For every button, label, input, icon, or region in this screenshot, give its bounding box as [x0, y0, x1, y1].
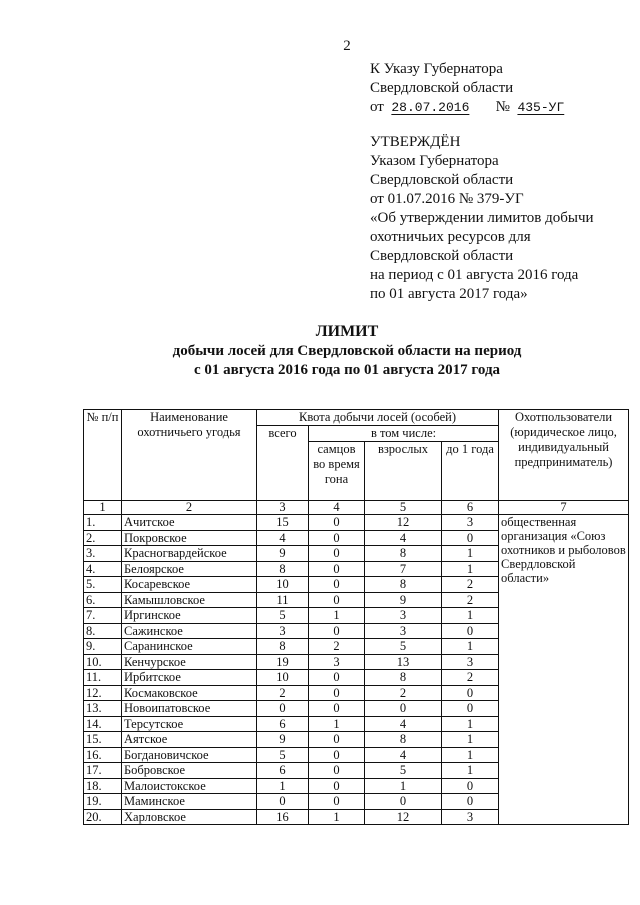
appendix-date-line: [370, 98, 564, 117]
header-name: Наименование охотничьего угодья: [122, 410, 257, 501]
quota-adults: 8: [365, 577, 442, 593]
quota-under1: 1: [442, 561, 499, 577]
quota-males: 0: [309, 546, 365, 562]
quota-under1: 0: [442, 794, 499, 810]
column-number: 2: [122, 501, 257, 515]
quota-total: 19: [257, 654, 309, 670]
approval-line: «Об утверждении лимитов добычи: [370, 210, 594, 226]
quota-total: 6: [257, 716, 309, 732]
row-number: 8.: [84, 623, 122, 639]
row-number: 13.: [84, 701, 122, 717]
hunting-ground-name: Маминское: [122, 794, 257, 810]
header-num: № п/п: [84, 410, 122, 501]
quota-adults: 8: [365, 546, 442, 562]
hunting-ground-name: Аятское: [122, 732, 257, 748]
column-number: 3: [257, 501, 309, 515]
column-number: 7: [499, 501, 629, 515]
quota-total: 5: [257, 747, 309, 763]
quota-under1: 0: [442, 530, 499, 546]
quota-males: 0: [309, 561, 365, 577]
approval-line: Свердловской области: [370, 172, 514, 188]
quota-total: 5: [257, 608, 309, 624]
quota-adults: 7: [365, 561, 442, 577]
limits-table: [83, 409, 629, 825]
quota-males: 0: [309, 763, 365, 779]
quota-under1: 1: [442, 608, 499, 624]
quota-total: 0: [257, 701, 309, 717]
quota-adults: 1: [365, 778, 442, 794]
quota-total: 16: [257, 809, 309, 825]
header-including: в том числе:: [309, 426, 499, 442]
quota-under1: 1: [442, 732, 499, 748]
row-number: 15.: [84, 732, 122, 748]
approval-line: охотничьих ресурсов для: [370, 229, 531, 245]
quota-adults: 8: [365, 732, 442, 748]
hunting-ground-name: Космаковское: [122, 685, 257, 701]
quota-total: 10: [257, 670, 309, 686]
quota-adults: 4: [365, 530, 442, 546]
quota-under1: 2: [442, 670, 499, 686]
hunting-ground-name: Кенчурское: [122, 654, 257, 670]
column-numbers-row: [84, 501, 629, 515]
quota-total: 2: [257, 685, 309, 701]
header-males: самцов во время гона: [309, 442, 365, 501]
quota-under1: 3: [442, 654, 499, 670]
quota-adults: 5: [365, 763, 442, 779]
quota-under1: 0: [442, 623, 499, 639]
quota-males: 1: [309, 809, 365, 825]
hunting-ground-name: Терсутское: [122, 716, 257, 732]
quota-under1: 1: [442, 716, 499, 732]
row-number: 10.: [84, 654, 122, 670]
date-value: 28.07.2016: [391, 100, 470, 115]
quota-males: 0: [309, 794, 365, 810]
hunting-ground-name: Красногвардейское: [122, 546, 257, 562]
hunting-ground-name: Ирбитское: [122, 670, 257, 686]
quota-total: 8: [257, 639, 309, 655]
quota-males: 0: [309, 515, 365, 531]
quota-males: 0: [309, 701, 365, 717]
appendix-line-1: К Указу Губернатора: [370, 61, 503, 77]
approval-line: по 01 августа 2017 года»: [370, 286, 528, 302]
approval-block: [370, 133, 594, 304]
quota-under1: 1: [442, 747, 499, 763]
quota-under1: 3: [442, 809, 499, 825]
approval-line: на период с 01 августа 2016 года: [370, 267, 579, 283]
subtitle-line-2: с 01 августа 2016 года по 01 августа 2017 года: [193, 362, 501, 378]
quota-males: 3: [309, 654, 365, 670]
hunting-ground-name: Новоипатовское: [122, 701, 257, 717]
quota-adults: 0: [365, 701, 442, 717]
quota-adults: 3: [365, 608, 442, 624]
quota-males: 0: [309, 577, 365, 593]
row-number: 18.: [84, 778, 122, 794]
quota-total: 11: [257, 592, 309, 608]
row-number: 16.: [84, 747, 122, 763]
header-total: всего: [257, 426, 309, 501]
quota-males: 0: [309, 732, 365, 748]
quota-total: 10: [257, 577, 309, 593]
row-number: 19.: [84, 794, 122, 810]
hunting-users-cell: общественная организация «Союз охотников и рыболовов Свердловской области»: [499, 515, 629, 825]
header-users: Охотпользователи (юридическое лицо, индивидуальный предприниматель): [499, 410, 629, 501]
quota-under1: 1: [442, 763, 499, 779]
quota-adults: 9: [365, 592, 442, 608]
number-value: 435-УГ: [517, 100, 565, 115]
quota-total: 6: [257, 763, 309, 779]
quota-total: 15: [257, 515, 309, 531]
hunting-ground-name: Малоистокское: [122, 778, 257, 794]
approval-line: Свердловской области: [370, 248, 514, 264]
hunting-ground-name: Богдановичское: [122, 747, 257, 763]
quota-total: 1: [257, 778, 309, 794]
quota-males: 1: [309, 716, 365, 732]
number-prefix: №: [495, 99, 510, 115]
hunting-ground-name: Сажинское: [122, 623, 257, 639]
row-number: 17.: [84, 763, 122, 779]
hunting-ground-name: Покровское: [122, 530, 257, 546]
row-number: 12.: [84, 685, 122, 701]
row-number: 9.: [84, 639, 122, 655]
column-number: 4: [309, 501, 365, 515]
document-subtitle: [0, 342, 640, 380]
quota-adults: 4: [365, 747, 442, 763]
hunting-ground-name: Иргинское: [122, 608, 257, 624]
appendix-line-2: Свердловской области: [370, 80, 514, 96]
quota-total: 9: [257, 732, 309, 748]
quota-males: 0: [309, 670, 365, 686]
row-number: 20.: [84, 809, 122, 825]
quota-adults: 3: [365, 623, 442, 639]
quota-total: 4: [257, 530, 309, 546]
quota-under1: 2: [442, 577, 499, 593]
quota-under1: 1: [442, 546, 499, 562]
document-title: ЛИМИТ: [315, 323, 379, 340]
quota-adults: 8: [365, 670, 442, 686]
quota-adults: 2: [365, 685, 442, 701]
quota-males: 0: [309, 592, 365, 608]
quota-under1: 0: [442, 701, 499, 717]
quota-males: 2: [309, 639, 365, 655]
quota-total: 0: [257, 794, 309, 810]
header-under1: до 1 года: [442, 442, 499, 501]
row-number: 4.: [84, 561, 122, 577]
quota-under1: 0: [442, 778, 499, 794]
column-number: 5: [365, 501, 442, 515]
hunting-ground-name: Косаревское: [122, 577, 257, 593]
subtitle-line-1: добычи лосей для Свердловской области на период: [172, 343, 522, 359]
quota-adults: 4: [365, 716, 442, 732]
hunting-ground-name: Белоярское: [122, 561, 257, 577]
quota-adults: 5: [365, 639, 442, 655]
table-body: [84, 515, 629, 825]
column-number: 6: [442, 501, 499, 515]
quota-total: 9: [257, 546, 309, 562]
header-adults: взрослых: [365, 442, 442, 501]
quota-under1: 3: [442, 515, 499, 531]
quota-adults: 13: [365, 654, 442, 670]
row-number: 2.: [84, 530, 122, 546]
quota-males: 0: [309, 747, 365, 763]
quota-adults: 12: [365, 515, 442, 531]
appendix-block: [370, 60, 564, 117]
hunting-ground-name: Саранинское: [122, 639, 257, 655]
row-number: 3.: [84, 546, 122, 562]
hunting-ground-name: Ачитское: [122, 515, 257, 531]
quota-males: 0: [309, 778, 365, 794]
quota-total: 3: [257, 623, 309, 639]
quota-under1: 0: [442, 685, 499, 701]
row-number: 7.: [84, 608, 122, 624]
header-quota: Квота добычи лосей (особей): [257, 410, 499, 426]
quota-under1: 1: [442, 639, 499, 655]
column-number: 1: [84, 501, 122, 515]
row-number: 5.: [84, 577, 122, 593]
approval-line: от 01.07.2016 № 379-УГ: [370, 191, 524, 207]
row-number: 6.: [84, 592, 122, 608]
quota-males: 0: [309, 530, 365, 546]
row-number: 11.: [84, 670, 122, 686]
approval-line: УТВЕРЖДЁН: [370, 134, 461, 150]
row-number: 14.: [84, 716, 122, 732]
quota-adults: 0: [365, 794, 442, 810]
date-prefix: от: [370, 99, 384, 115]
quota-adults: 12: [365, 809, 442, 825]
quota-males: 1: [309, 608, 365, 624]
page-number: 2: [343, 38, 351, 54]
quota-males: 0: [309, 685, 365, 701]
approval-line: Указом Губернатора: [370, 153, 499, 169]
hunting-ground-name: Харловское: [122, 809, 257, 825]
quota-under1: 2: [442, 592, 499, 608]
hunting-ground-name: Бобровское: [122, 763, 257, 779]
table-row: [84, 515, 629, 531]
quota-total: 8: [257, 561, 309, 577]
row-number: 1.: [84, 515, 122, 531]
hunting-ground-name: Камышловское: [122, 592, 257, 608]
quota-males: 0: [309, 623, 365, 639]
